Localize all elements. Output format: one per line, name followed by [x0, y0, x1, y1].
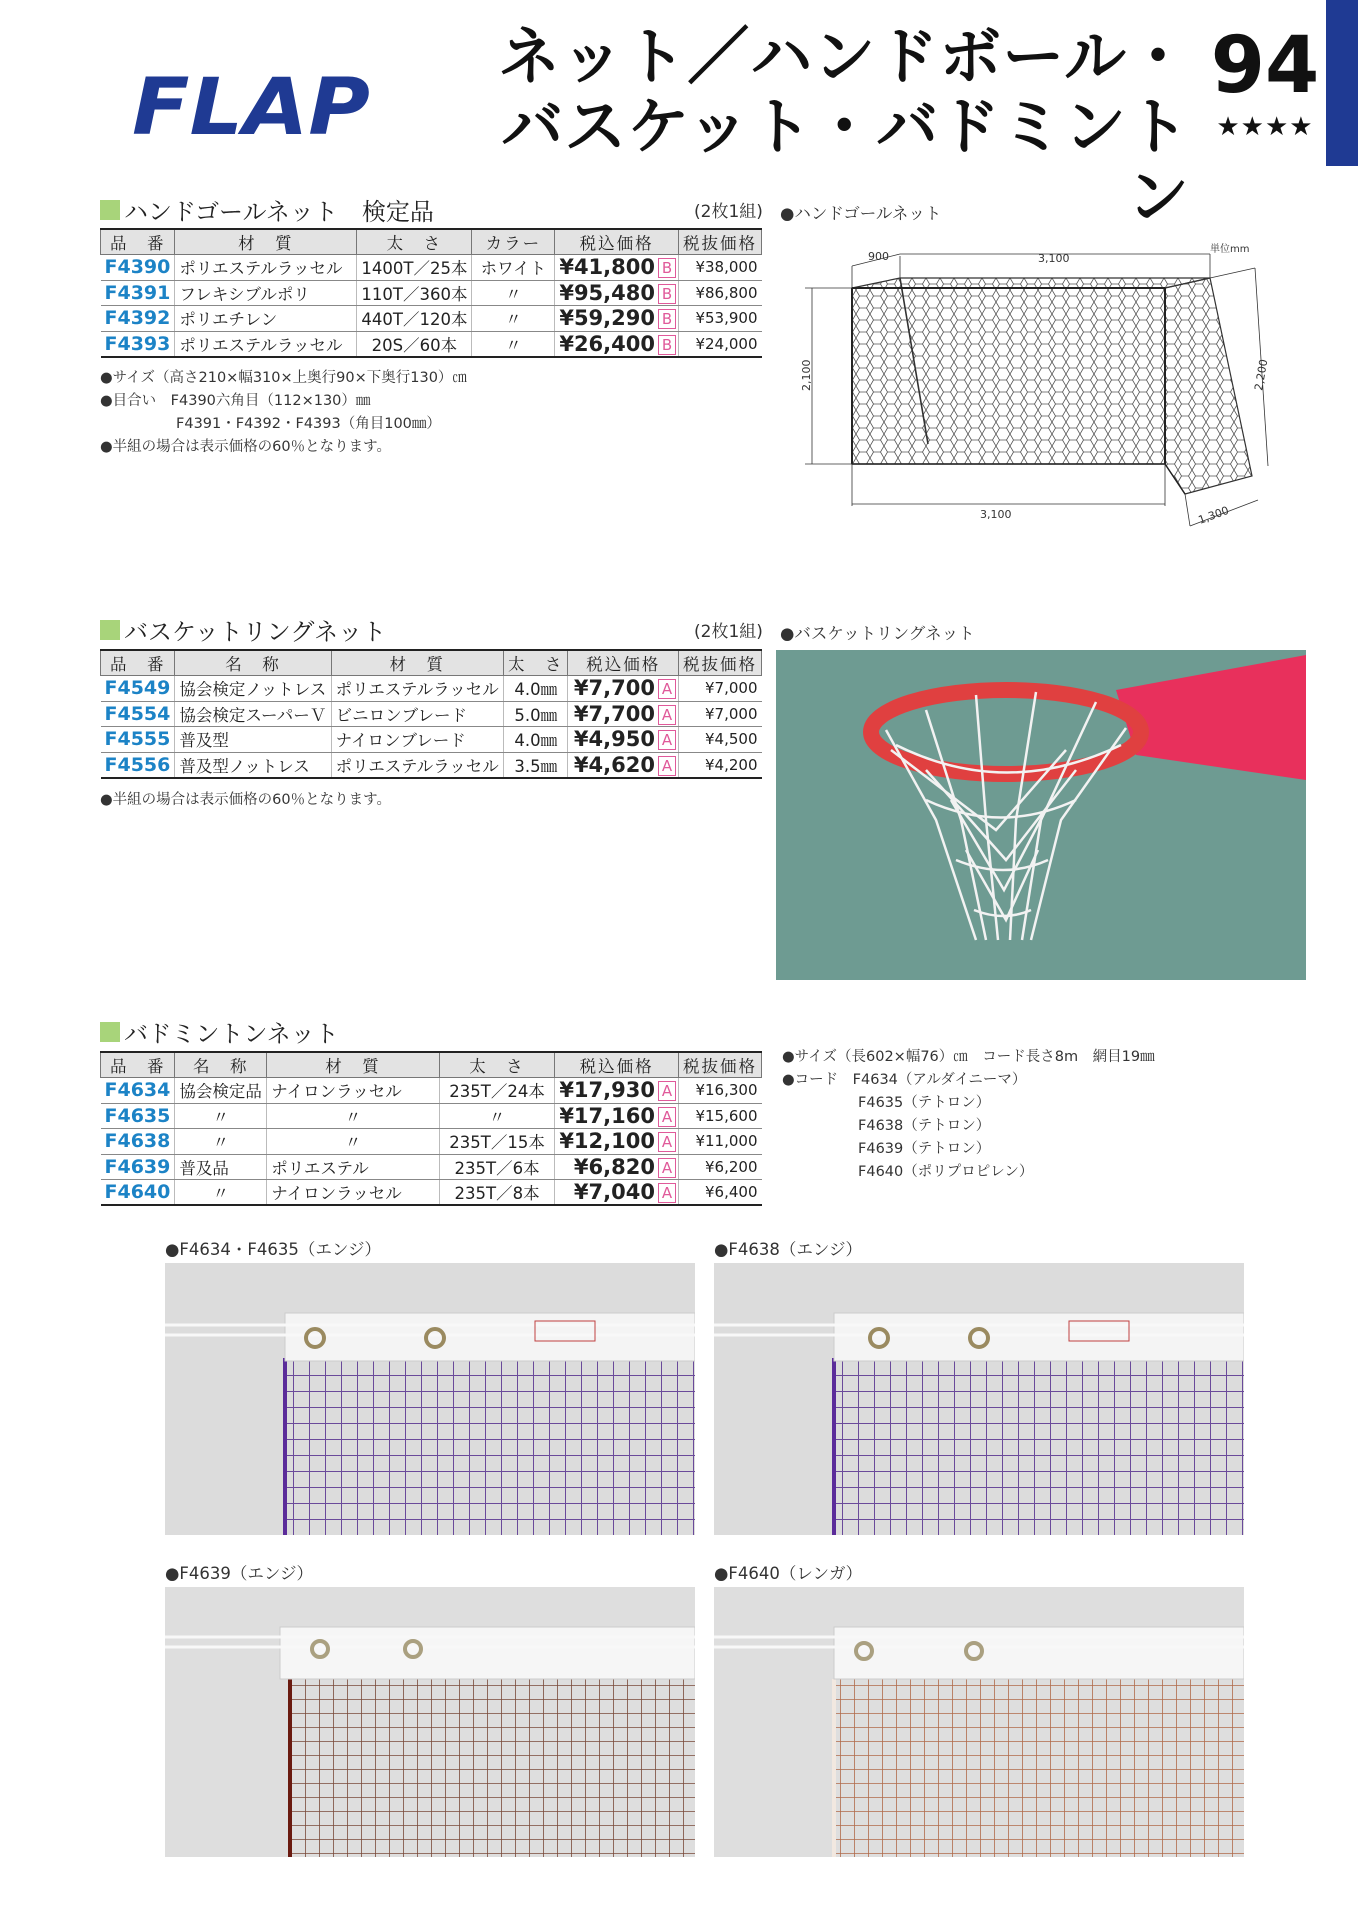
green-square-icon	[100, 1022, 120, 1042]
table-row	[101, 255, 762, 281]
price-rank-badge: A	[658, 1183, 676, 1203]
price-value: ¥7,040	[573, 1180, 655, 1204]
product-code: F4392	[101, 306, 175, 332]
price-cell	[555, 1180, 679, 1206]
table-row	[101, 727, 762, 753]
name-cell: 普及型	[175, 727, 331, 753]
price-value: ¥26,400	[559, 331, 655, 356]
product-code: F4390	[101, 255, 175, 281]
handball-set-note: (2枚1組)	[694, 202, 763, 222]
price-rank-badge: A	[658, 730, 676, 750]
table-header-row	[101, 1052, 762, 1078]
title-line-2: バスケット・バドミントン	[501, 90, 1190, 233]
price-ex-tax-cell: ¥11,000	[678, 1129, 761, 1155]
price-rank-badge: A	[658, 1158, 676, 1178]
material-cell: ポリエステルラッセル	[175, 331, 357, 357]
note-half-set: ●半組の場合は表示価格の60％となります。	[100, 792, 391, 808]
name-cell: 普及品	[175, 1154, 267, 1180]
photo-caption: ●F4638（エンジ）	[714, 1240, 862, 1259]
color-cell: 〃	[472, 306, 555, 332]
table-row	[101, 676, 762, 702]
table-row	[101, 1078, 762, 1104]
price-ex-tax-cell: ¥15,600	[678, 1103, 761, 1129]
note-cord-f4639: F4639（テトロン）	[858, 1141, 991, 1157]
basket-ring-photo	[776, 650, 1306, 980]
product-code: F4640	[101, 1180, 175, 1206]
price-value: ¥59,290	[559, 306, 655, 331]
size-cell: 440T／120本	[357, 306, 472, 332]
price-rank-badge: A	[658, 1081, 676, 1101]
table-header-row	[101, 650, 762, 676]
col-header: 名 称	[175, 650, 331, 676]
material-cell: ナイロンブレード	[331, 727, 503, 753]
note-size: ●サイズ（高さ210×幅310×上奥行90×下奥行130）㎝	[100, 370, 467, 386]
price-ex-tax-cell: ¥4,500	[678, 727, 761, 753]
material-cell: ポリエステルラッセル	[175, 255, 357, 281]
size-cell: 1400T／25本	[357, 255, 472, 281]
basket-table	[100, 649, 762, 779]
net-photo-f4639	[165, 1587, 695, 1857]
size-cell: 5.0㎜	[503, 701, 568, 727]
price-cell	[555, 1154, 679, 1180]
green-square-icon	[100, 620, 120, 640]
title-line-1: ネット／ハンドボール・	[498, 20, 1190, 93]
name-cell: 協会検定品	[175, 1078, 267, 1104]
size-cell: 4.0㎜	[503, 676, 568, 702]
name-cell: 協会検定ノットレス	[175, 676, 331, 702]
col-header: カラー	[472, 229, 555, 255]
price-cell	[555, 1103, 679, 1129]
dim-bottom-width: 3,100	[980, 508, 1012, 521]
col-header: 税抜価格	[678, 1052, 761, 1078]
price-value: ¥6,820	[573, 1154, 655, 1179]
photo-caption: ●F4639（エンジ）	[165, 1564, 313, 1583]
product-code: F4549	[101, 676, 175, 702]
price-ex-tax-cell: ¥6,200	[678, 1154, 761, 1180]
price-ex-tax-cell: ¥38,000	[678, 255, 761, 281]
size-cell: 235T／6本	[439, 1154, 555, 1180]
dim-top-depth: 900	[868, 250, 889, 263]
price-ex-tax-cell: ¥6,400	[678, 1180, 761, 1206]
price-value: ¥41,800	[559, 255, 655, 280]
material-cell: 〃	[267, 1103, 440, 1129]
col-header: 税抜価格	[678, 229, 761, 255]
name-cell: 〃	[175, 1129, 267, 1155]
note-half-set: ●半組の場合は表示価格の60％となります。	[100, 439, 391, 455]
price-cell	[568, 752, 678, 778]
price-rank-badge: A	[658, 1107, 676, 1127]
size-cell: 3.5㎜	[503, 752, 568, 778]
page-number: 94	[1210, 21, 1320, 111]
col-header: 太 さ	[357, 229, 472, 255]
material-cell: ポリエチレン	[175, 306, 357, 332]
price-rank-badge: B	[658, 258, 676, 278]
price-rank-badge: A	[658, 705, 676, 725]
price-value: ¥7,700	[573, 701, 655, 726]
price-cell	[555, 280, 679, 306]
table-row	[101, 1154, 762, 1180]
net-photo-f4634	[165, 1263, 695, 1535]
price-cell	[555, 255, 679, 281]
size-cell: 110T／360本	[357, 280, 472, 306]
table-row	[101, 752, 762, 778]
size-cell: 235T／24本	[439, 1078, 555, 1104]
price-ex-tax-cell: ¥86,800	[678, 280, 761, 306]
col-header: 税込価格	[555, 1052, 679, 1078]
badminton-table	[100, 1051, 762, 1206]
basket-title-text: バスケットリングネット	[124, 618, 387, 646]
name-cell: 協会検定スーパーＶ	[175, 701, 331, 727]
material-cell: ナイロンラッセル	[267, 1180, 440, 1206]
material-cell: ポリエステルラッセル	[331, 752, 503, 778]
price-cell	[555, 1078, 679, 1104]
note-cord: ●コード F4634（アルダイニーマ）	[782, 1072, 1027, 1088]
material-cell: ポリエステルラッセル	[331, 676, 503, 702]
size-cell: 235T／15本	[439, 1129, 555, 1155]
badminton-title-text: バドミントンネット	[124, 1020, 339, 1048]
price-cell	[555, 1129, 679, 1155]
price-value: ¥7,700	[573, 676, 655, 701]
price-ex-tax-cell: ¥24,000	[678, 331, 761, 357]
price-value: ¥95,480	[559, 280, 655, 305]
price-ex-tax-cell: ¥53,900	[678, 306, 761, 332]
note-size: ●サイズ（長602×幅76）㎝ コード長さ8m 網目19㎜	[782, 1049, 1155, 1065]
col-header: 税込価格	[568, 650, 678, 676]
col-header: 品 番	[101, 229, 175, 255]
price-rank-badge: B	[658, 309, 676, 329]
col-header: 品 番	[101, 1052, 175, 1078]
dim-height-left: 2,100	[800, 359, 813, 391]
note-mesh-2: F4391・F4392・F4393（角目100㎜）	[176, 416, 441, 432]
handball-title-text: ハンドゴールネット 検定品	[124, 198, 434, 226]
product-code: F4393	[101, 331, 175, 357]
product-code: F4639	[101, 1154, 175, 1180]
size-cell: 235T／8本	[439, 1180, 555, 1206]
flap-logo	[128, 62, 378, 152]
net-photo-f4640	[714, 1587, 1244, 1857]
material-cell: フレキシブルポリ	[175, 280, 357, 306]
price-ex-tax-cell: ¥4,200	[678, 752, 761, 778]
color-cell: ホワイト	[472, 255, 555, 281]
col-header: 材 質	[331, 650, 503, 676]
price-value: ¥17,160	[559, 1103, 655, 1128]
table-row	[101, 701, 762, 727]
product-code: F4638	[101, 1129, 175, 1155]
table-row	[101, 1129, 762, 1155]
name-cell: 普及型ノットレス	[175, 752, 331, 778]
product-code: F4554	[101, 701, 175, 727]
handball-section-title	[100, 192, 434, 227]
color-cell: 〃	[472, 280, 555, 306]
dim-top-width: 3,100	[1038, 252, 1070, 265]
price-rank-badge: A	[658, 1132, 676, 1152]
table-row	[101, 1180, 762, 1206]
product-code: F4391	[101, 280, 175, 306]
basket-section-title	[100, 612, 386, 647]
price-rank-badge: B	[658, 335, 676, 355]
size-cell: 〃	[439, 1103, 555, 1129]
material-cell: ナイロンラッセル	[267, 1078, 440, 1104]
product-code: F4634	[101, 1078, 175, 1104]
table-row	[101, 280, 762, 306]
table-row	[101, 1103, 762, 1129]
name-cell: 〃	[175, 1103, 267, 1129]
basket-notes	[100, 789, 391, 812]
edge-index-bar	[1326, 0, 1358, 166]
col-header: 税抜価格	[678, 650, 761, 676]
note-cord-f4635: F4635（テトロン）	[858, 1095, 991, 1111]
product-code: F4556	[101, 752, 175, 778]
photo-caption: ●F4640（レンガ）	[714, 1564, 863, 1583]
green-square-icon	[100, 200, 120, 220]
price-value: ¥4,620	[573, 752, 655, 777]
rating-stars: ★★★★	[1216, 112, 1314, 142]
col-header: 品 番	[101, 650, 175, 676]
col-header: 材 質	[175, 229, 357, 255]
dim-height-right: 2,200	[1252, 358, 1270, 392]
photo-caption: ●F4634・F4635（エンジ）	[165, 1240, 381, 1259]
col-header: 太 さ	[503, 650, 568, 676]
price-value: ¥12,100	[559, 1129, 655, 1154]
price-rank-badge: B	[658, 284, 676, 304]
basket-set-note: (2枚1組)	[694, 622, 763, 642]
material-cell: ポリエステル	[267, 1154, 440, 1180]
dim-bottom-depth: 1,300	[1196, 503, 1231, 527]
handball-notes	[100, 367, 467, 459]
badminton-notes	[782, 1046, 1155, 1184]
col-header: 材 質	[267, 1052, 440, 1078]
table-row	[101, 331, 762, 357]
size-cell: 4.0㎜	[503, 727, 568, 753]
price-ex-tax-cell: ¥7,000	[678, 701, 761, 727]
basket-photo-caption: ●バスケットリングネット	[780, 624, 975, 643]
price-ex-tax-cell: ¥16,300	[678, 1078, 761, 1104]
product-code: F4635	[101, 1103, 175, 1129]
material-cell: 〃	[267, 1129, 440, 1155]
handball-diagram-caption: ●ハンドゴールネット	[780, 204, 942, 223]
dim-unit: 単位mm	[1210, 244, 1250, 255]
badminton-section-title	[100, 1014, 339, 1049]
col-header: 太 さ	[439, 1052, 555, 1078]
price-cell	[568, 727, 678, 753]
size-cell: 20S／60本	[357, 331, 472, 357]
product-code: F4555	[101, 727, 175, 753]
price-cell	[555, 331, 679, 357]
note-cord-f4640: F4640（ポリプロピレン）	[858, 1164, 1034, 1180]
price-cell	[568, 701, 678, 727]
note-cord-f4638: F4638（テトロン）	[858, 1118, 991, 1134]
name-cell: 〃	[175, 1180, 267, 1206]
table-header-row	[101, 229, 762, 255]
net-photo-f4638	[714, 1263, 1244, 1535]
note-mesh: ●目合い F4390六角目（112×130）㎜	[100, 393, 371, 409]
price-ex-tax-cell: ¥7,000	[678, 676, 761, 702]
handball-goal-diagram	[800, 236, 1270, 536]
col-header: 名 称	[175, 1052, 267, 1078]
price-cell	[568, 676, 678, 702]
price-cell	[555, 306, 679, 332]
material-cell: ビニロンブレード	[331, 701, 503, 727]
table-row	[101, 306, 762, 332]
handball-table	[100, 228, 762, 358]
col-header: 税込価格	[555, 229, 679, 255]
price-rank-badge: A	[658, 679, 676, 699]
price-value: ¥17,930	[559, 1078, 655, 1103]
price-value: ¥4,950	[573, 727, 655, 752]
brand-name: FLAP	[132, 63, 370, 152]
color-cell: 〃	[472, 331, 555, 357]
price-rank-badge: A	[658, 756, 676, 776]
